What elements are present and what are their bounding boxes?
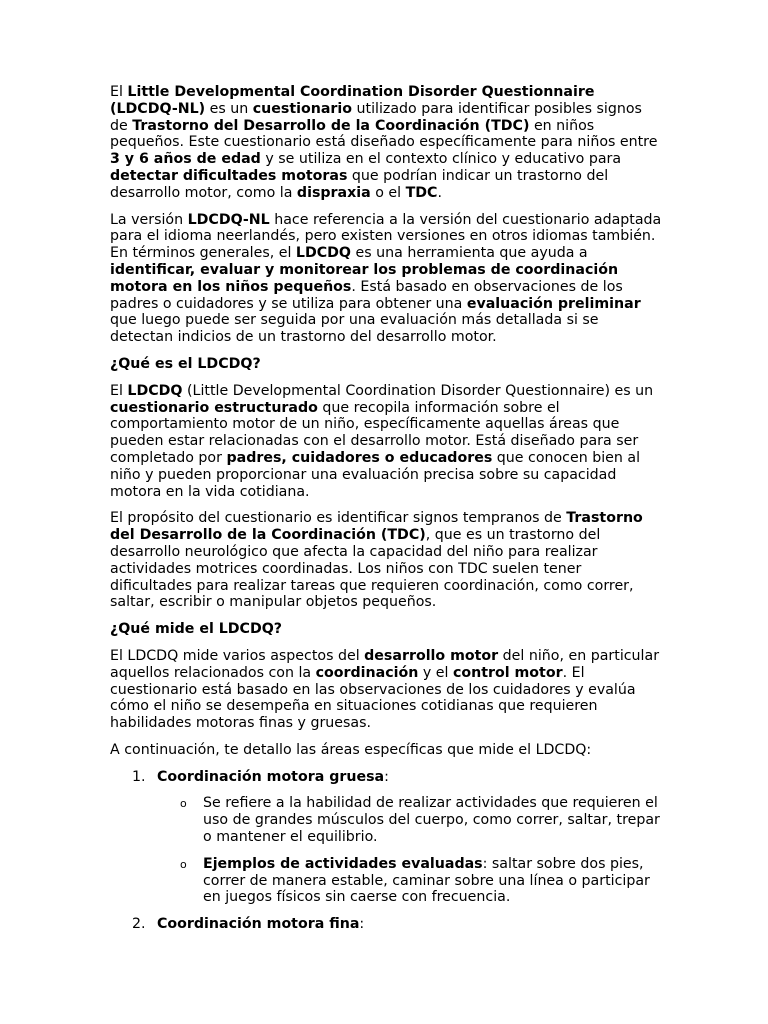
bold-text-run: detectar dificultades motoras <box>110 167 348 184</box>
text-run: que luego puede ser seguida por una evaluación más detallada si se detectan indicios de un trastorno del desarrollo motor. <box>110 312 599 346</box>
bold-text-run: LDCDQ <box>295 245 351 262</box>
purpose-paragraph <box>110 510 662 611</box>
text-run: que conocen bien al niño y pueden proporcionar una evaluación precisa sobre su capacidad motora en la vida cotidiana. <box>110 449 641 500</box>
bold-text-run: LDCDQ-NL <box>187 211 270 228</box>
text-run: es una herramienta que ayuda a <box>351 245 588 262</box>
text-run: es un <box>205 100 253 117</box>
list-item-title: Coordinación motora fina <box>157 916 360 933</box>
text-run: que recopila información sobre el comportamiento motor de un niño, específicamente aquellas áreas que pueden estar relacionadas con el desarrollo motor. Está diseñado para ser completado por <box>110 399 639 466</box>
text-run: . El cuestionario está basado en las observaciones de los cuidadores y evalúa cómo el niño se desempeña en situaciones cotidianas que requieren habilidades motoras finas y gruesas. <box>110 664 636 732</box>
sub-list-item <box>110 856 662 906</box>
text-run: hace referencia a la versión del cuestionario adaptada para el idioma neerlandés, pero existen versiones en otros idiomas también. En términos generales, el <box>110 211 662 262</box>
list-item-title: Coordinación motora gruesa <box>157 768 385 785</box>
bold-text-run: Ejemplos de actividades evaluadas <box>203 855 483 872</box>
bold-text-run: cuestionario estructurado <box>110 399 318 416</box>
list-item-number: 1. <box>132 768 146 785</box>
list-item <box>110 769 662 907</box>
section-heading-what-is: ¿Qué es el LDCDQ? <box>110 355 261 372</box>
text-run: La versión <box>110 211 188 228</box>
bold-text-run: control motor <box>452 664 563 681</box>
text-run: y el <box>418 664 453 681</box>
bold-text-run: 3 y 6 años de edad <box>110 151 261 168</box>
text-run: El <box>110 382 128 399</box>
bold-text-run: TDC <box>405 184 438 201</box>
bold-text-run: dispraxia <box>296 184 371 201</box>
definition-paragraph <box>110 383 662 501</box>
areas-intro-paragraph: A continuación, te detallo las áreas específicas que mide el LDCDQ: <box>110 741 592 758</box>
text-run: en niños pequeños. Este cuestionario está diseñado específicamente para niños entre <box>110 117 658 151</box>
bold-text-run: Trastorno del Desarrollo de la Coordinación (TDC) <box>110 510 643 544</box>
bold-text-run: padres, cuidadores o educadores <box>226 449 493 466</box>
bold-text-run: desarrollo motor <box>364 647 499 664</box>
version-paragraph <box>110 212 662 346</box>
circle-bullet-icon: o <box>180 797 187 811</box>
bold-text-run: Little Developmental Coordination Disorder Questionnaire (LDCDQ-NL) <box>110 84 595 117</box>
section-heading-what-measures: ¿Qué mide el LDCDQ? <box>110 621 283 638</box>
bold-text-run: cuestionario <box>252 100 353 117</box>
text-run: El <box>110 84 128 100</box>
text-run: Se refiere a la habilidad de realizar actividades que requieren el uso de grandes músculos del cuerpo, como correr, saltar, trepar o mantener el equilibrio. <box>203 795 660 846</box>
document-page <box>110 84 662 943</box>
text-run: utilizado para identificar posibles signos de <box>110 100 642 134</box>
list-item <box>110 916 662 933</box>
bold-text-run: evaluación preliminar <box>466 295 641 312</box>
bold-text-run: LDCDQ <box>127 382 183 399</box>
text-run: El LDCDQ mide varios aspectos del <box>110 647 365 664</box>
text-run: y se utiliza en el contexto clínico y educativo para <box>260 151 622 168</box>
sub-list-item <box>110 795 662 845</box>
text-run: : saltar sobre dos pies, correr de manera estable, caminar sobre una línea o participar en juegos físicos sin caerse con frecuencia. <box>203 855 650 906</box>
bold-text-run: Trastorno del Desarrollo de la Coordinación (TDC) <box>132 117 530 134</box>
measures-paragraph <box>110 648 662 732</box>
text-run: que podrían indicar un trastorno del desarrollo motor, como la <box>110 167 609 201</box>
circle-bullet-icon: o <box>180 857 187 871</box>
list-item-suffix: : <box>359 916 365 933</box>
text-run: . Está basado en observaciones de los padres o cuidadores y se utiliza para obtener una <box>110 278 623 312</box>
text-run: o el <box>370 184 406 201</box>
bold-text-run: identificar, evaluar y monitorear los problemas de coordinación motora en los niños pequeños <box>110 261 619 295</box>
text-run: . <box>437 184 442 201</box>
text-run: El propósito del cuestionario es identificar signos tempranos de <box>110 510 567 527</box>
text-run: , que es un trastorno del desarrollo neurológico que afecta la capacidad del niño para realizar actividades motrices coordinadas. Los niños con TDC suelen tener dificultades para realizar tareas que requieren coordinación, como correr, saltar, escribir o manipular objetos pequeños. <box>110 527 634 611</box>
text-run: (Little Developmental Coordination Disorder Questionnaire) es un <box>182 382 654 399</box>
sub-list <box>110 795 662 906</box>
text-run: del niño, en particular aquellos relacionados con la <box>110 647 660 681</box>
intro-paragraph <box>110 84 662 202</box>
areas-list <box>110 769 662 933</box>
bold-text-run: coordinación <box>315 664 419 681</box>
list-item-number: 2. <box>132 916 146 933</box>
list-item-suffix: : <box>384 768 389 785</box>
